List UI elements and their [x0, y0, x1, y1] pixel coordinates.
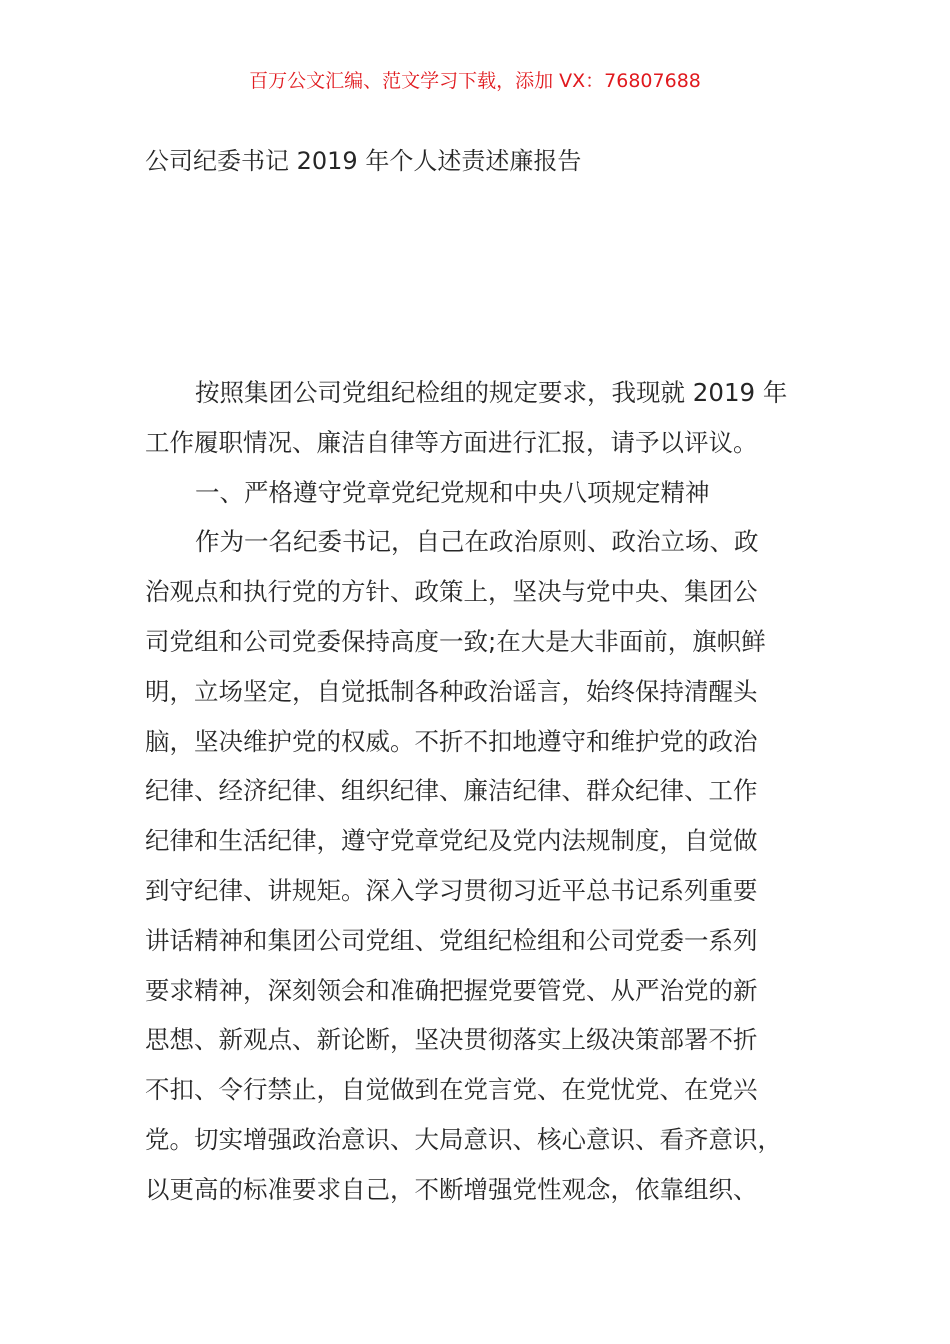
text-line: 思想、新观点、新论断，坚决贯彻落实上级决策部署不折 — [145, 1025, 758, 1055]
text-line: 脑，坚决维护党的权威。不折不扣地遵守和维护党的政治 — [145, 726, 758, 756]
text-line: 党。切实增强政治意识、大局意识、核心意识、看齐意识， — [145, 1124, 782, 1154]
text-line: 明，立场坚定，自觉抵制各种政治谣言，始终保持清醒头 — [145, 676, 758, 706]
text-line: 纪律、经济纪律、组织纪律、廉洁纪律、群众纪律、工作 — [145, 776, 758, 806]
text-line: 讲话精神和集团公司党组、党组纪检组和公司党委一系列 — [145, 925, 758, 955]
document-body — [145, 368, 825, 1215]
text-line: 不扣、令行禁止，自觉做到在党言党、在党忧党、在党兴 — [145, 1075, 758, 1105]
text-line: 到守纪律、讲规矩。深入学习贯彻习近平总书记系列重要 — [145, 875, 758, 905]
text-line: 以更高的标准要求自己，不断增强党性观念，依靠组织、 — [145, 1174, 758, 1204]
text-line: 司党组和公司党委保持高度一致;在大是大非面前，旗帜鲜 — [145, 626, 766, 656]
text-line: 治观点和执行党的方针、政策上，坚决与党中央、集团公 — [145, 577, 758, 607]
document-title: 公司纪委书记 2019 年个人述责述廉报告 — [145, 147, 582, 175]
text-line: 作为一名纪委书记，自己在政治原则、政治立场、政 — [195, 527, 759, 557]
text-line: 纪律和生活纪律，遵守党章党纪及党内法规制度，自觉做 — [145, 826, 758, 856]
text-line: 按照集团公司党组纪检组的规定要求，我现就 2019 年 — [195, 378, 788, 407]
text-line: 一、严格遵守党章党纪党规和中央八项规定精神 — [195, 477, 710, 507]
download-banner: 百万公文汇编、范文学习下载，添加 VX：76807688 — [249, 70, 701, 92]
text-line: 要求精神，深刻领会和准确把握党要管党、从严治党的新 — [145, 975, 758, 1005]
text-line: 工作履职情况、廉洁自律等方面进行汇报，请予以评议。 — [145, 427, 758, 457]
